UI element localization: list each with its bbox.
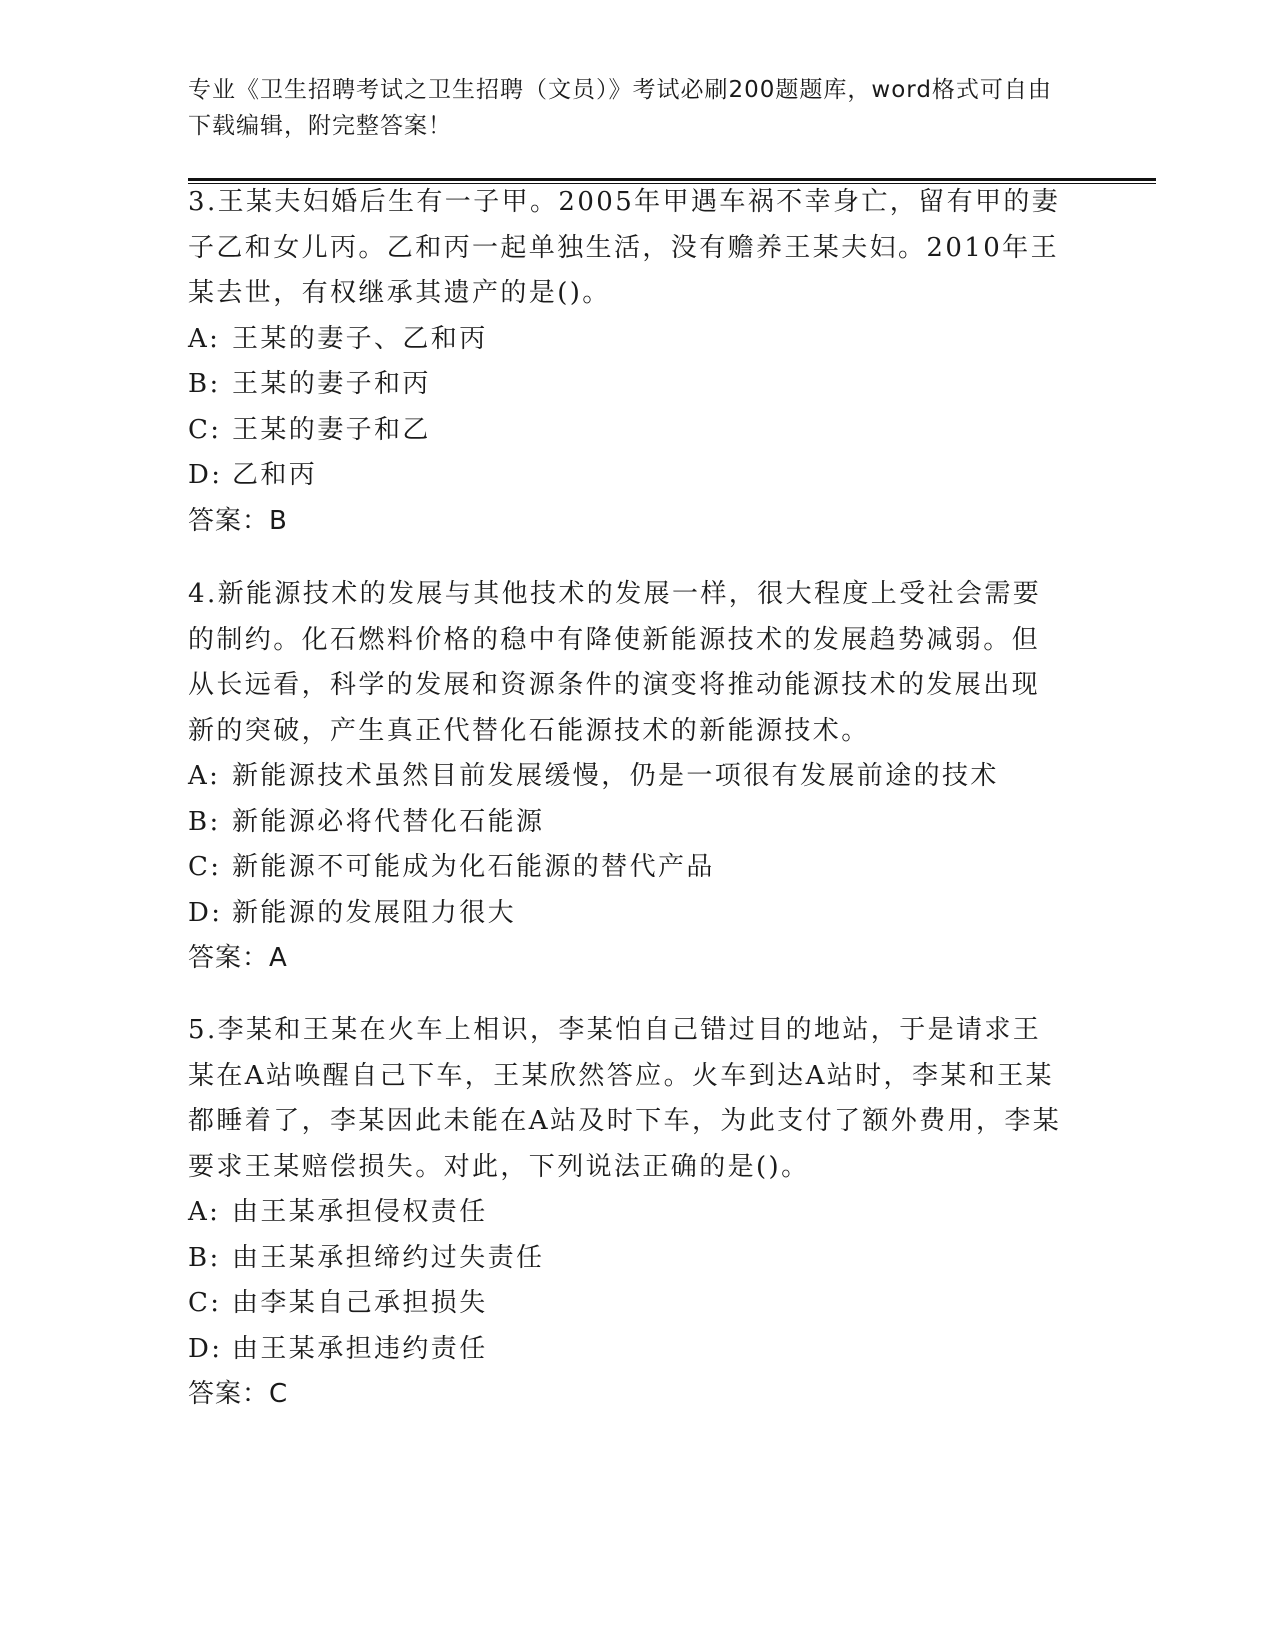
option-key: D: [188, 897, 223, 928]
answer-line [188, 499, 1068, 545]
option-text: 王某的妻子和乙 [232, 414, 431, 445]
document-header-title: 专业《卫生招聘考试之卫生招聘（文员）》考试必刷200题题库，word格式可自由下载编辑，附完整答案！ [188, 77, 1052, 139]
option-text: 王某的妻子和丙 [232, 369, 431, 399]
option-text: 由王某承担缔约过失责任 [232, 1242, 545, 1273]
question-3 [188, 180, 1068, 544]
answer-value: B [269, 505, 287, 536]
option-key: C: [188, 414, 222, 445]
option-key: B: [188, 1242, 221, 1273]
option-text: 由王某承担违约责任 [232, 1333, 488, 1364]
option-text: 新能源不可能成为化石能源的替代产品 [232, 852, 715, 882]
option-key: A: [188, 1197, 221, 1227]
question-stem: 4.新能源技术的发展与其他技术的发展一样，很大程度上受社会需要的制约。化石燃料价格的稳中有降使新能源技术的发展趋势减弱。但从长远看，科学的发展和资源条件的演变将推动能源技术的发展出现新的突破，产生真正代替化石能源技术的新能源技术。 [188, 579, 1042, 746]
option-d [188, 453, 1068, 499]
option-key: B: [188, 806, 221, 837]
option-key: C: [188, 852, 222, 882]
answer-value: C [269, 1379, 288, 1409]
option-key: D: [188, 1333, 223, 1364]
answer-label: 答案： [188, 1379, 270, 1409]
option-b [188, 362, 1068, 408]
question-stem: 3.王某夫妇婚后生有一子甲。2005年甲遇车祸不幸身亡，留有甲的妻子乙和女儿丙。乙和丙一起单独生活，没有赡养王某夫妇。2010年王某去世，有权继承其遗产的是()。 [188, 187, 1061, 308]
answer-label: 答案： [188, 505, 270, 536]
answer-value: A [269, 943, 287, 973]
option-text: 新能源的发展阻力很大 [232, 897, 517, 928]
option-key: B: [188, 369, 221, 399]
answer-line [188, 936, 1068, 982]
option-text: 新能源技术虽然目前发展缓慢，仍是一项很有发展前途的技术 [232, 761, 999, 791]
option-text: 由李某自己承担损失 [232, 1288, 488, 1318]
option-c [188, 408, 1068, 454]
option-key: A: [188, 323, 221, 354]
option-text: 由王某承担侵权责任 [232, 1197, 488, 1227]
option-key: D: [188, 460, 223, 490]
option-c [188, 1281, 1068, 1327]
answer-line [188, 1372, 1068, 1418]
question-stem: 5.李某和王某在火车上相识，李某怕自己错过目的地站，于是请求王某在A站唤醒自己下车，王某欣然答应。火车到达A站时，李某和王某都睡着了，李某因此未能在A站及时下车，为此支付了额外费用，李某要求王某赔偿损失。对此，下列说法正确的是()。 [188, 1015, 1062, 1182]
option-d [188, 891, 1068, 937]
option-d [188, 1327, 1068, 1373]
option-a [188, 1190, 1068, 1236]
question-5 [188, 1008, 1068, 1418]
option-a [188, 317, 1068, 363]
option-text: 乙和丙 [232, 460, 318, 490]
option-c [188, 845, 1068, 891]
option-key: A: [188, 761, 221, 791]
option-b [188, 800, 1068, 846]
option-b [188, 1236, 1068, 1282]
option-text: 王某的妻子、乙和丙 [232, 323, 488, 354]
option-a [188, 754, 1068, 800]
option-key: C: [188, 1288, 222, 1318]
question-4 [188, 572, 1068, 982]
option-text: 新能源必将代替化石能源 [232, 806, 545, 837]
answer-label: 答案： [188, 943, 270, 973]
